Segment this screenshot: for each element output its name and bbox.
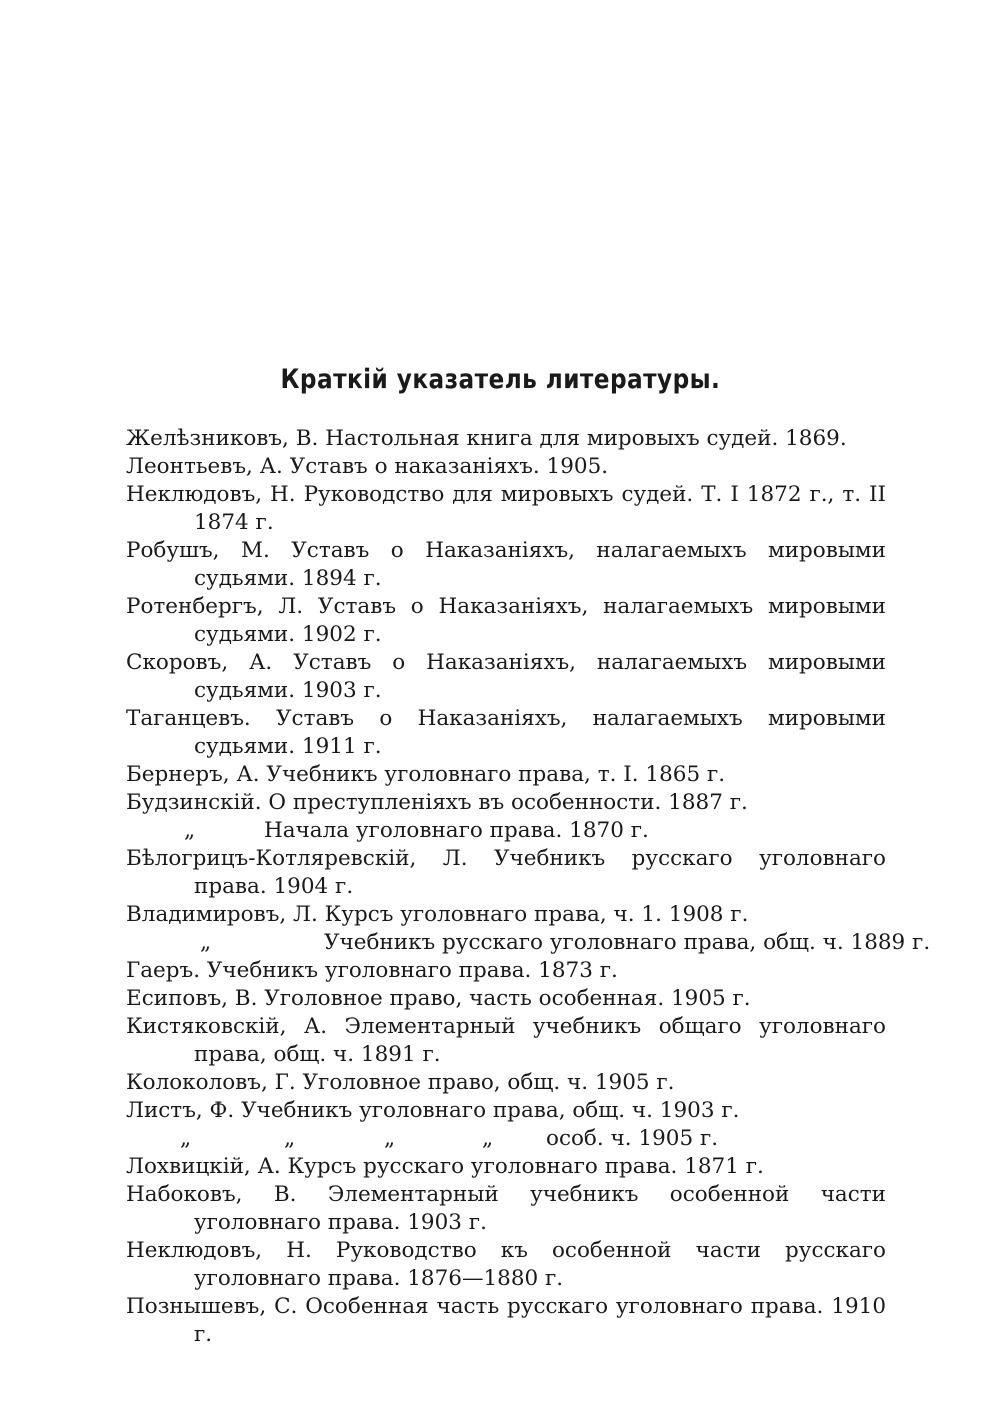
ditto-mark: „	[482, 1126, 494, 1151]
ditto-mark: „	[184, 818, 196, 843]
list-item: Робушъ, М. Уставъ о Наказаніяхъ, налагаемыхъ мировыми судьями. 1894 г.	[126, 538, 886, 591]
ditto-mark: „	[284, 1126, 296, 1151]
ditto-text: Учебникъ русскаго уголовнаго права, общ. ч. 1889 г.	[324, 930, 931, 955]
list-item: Желѣзниковъ, В. Настольная книга для мировыхъ судей. 1869.	[126, 426, 847, 451]
list-item: Лохвицкій, А. Курсъ русскаго уголовнаго права. 1871 г.	[126, 1154, 764, 1179]
list-item: Познышевъ, С. Особенная часть русскаго уголовнаго права. 1910 г.	[126, 1294, 886, 1347]
ditto-entry	[126, 1125, 886, 1153]
list-item: Листъ, Ф. Учебникъ уголовнаго права, общ. ч. 1903 г.	[126, 1098, 740, 1123]
ditto-mark: „	[200, 930, 212, 955]
list-item: Кистяковскій, А. Элементарный учебникъ общаго уголовнаго права, общ. ч. 1891 г.	[126, 1014, 886, 1067]
list-item: Таганцевъ. Уставъ о Наказаніяхъ, налагаемыхъ мировыми судьями. 1911 г.	[126, 706, 886, 759]
list-item: Колоколовъ, Г. Уголовное право, общ. ч. 1905 г.	[126, 1070, 675, 1095]
bibliography-list	[126, 425, 931, 1349]
list-item: Скоровъ, А. Уставъ о Наказаніяхъ, налагаемыхъ мировыми судьями. 1903 г.	[126, 650, 886, 703]
ditto-mark: „	[180, 1126, 192, 1151]
list-item: Ротенбергъ, Л. Уставъ о Наказаніяхъ, налагаемыхъ мировыми судьями. 1902 г.	[126, 594, 886, 647]
page-title: Краткій указатель литературы.	[280, 364, 721, 395]
list-item: Бернеръ, А. Учебникъ уголовнаго права, т. I. 1865 г.	[126, 762, 726, 787]
ditto-text: особ. ч. 1905 г.	[546, 1126, 719, 1151]
list-item: Есиповъ, В. Уголовное право, часть особенная. 1905 г.	[126, 986, 751, 1011]
ditto-entry	[126, 929, 931, 957]
list-item: Неклюдовъ, Н. Руководство для мировыхъ судей. Т. I 1872 г., т. II 1874 г.	[126, 482, 886, 535]
list-item: Набоковъ, В. Элементарный учебникъ особенной части уголовнаго права. 1903 г.	[126, 1182, 886, 1235]
list-item: Неклюдовъ, Н. Руководство къ особенной части русскаго уголовнаго права. 1876—1880 г.	[126, 1238, 886, 1291]
ditto-text: Начала уголовнаго права. 1870 г.	[264, 818, 649, 843]
list-item: Гаеръ. Учебникъ уголовнаго права. 1873 г.	[126, 958, 618, 983]
list-item: Леонтьевъ, А. Уставъ о наказаніяхъ. 1905.	[126, 454, 609, 479]
list-item: Будзинскій. О преступленіяхъ въ особенности. 1887 г.	[126, 790, 748, 815]
ditto-mark: „	[384, 1126, 396, 1151]
list-item: Владимировъ, Л. Курсъ уголовнаго права, ч. 1. 1908 г.	[126, 902, 749, 927]
ditto-entry	[126, 817, 886, 845]
list-item: Бѣлогрицъ-Котляревскій, Л. Учебникъ русскаго уголовнаго права. 1904 г.	[126, 846, 886, 899]
